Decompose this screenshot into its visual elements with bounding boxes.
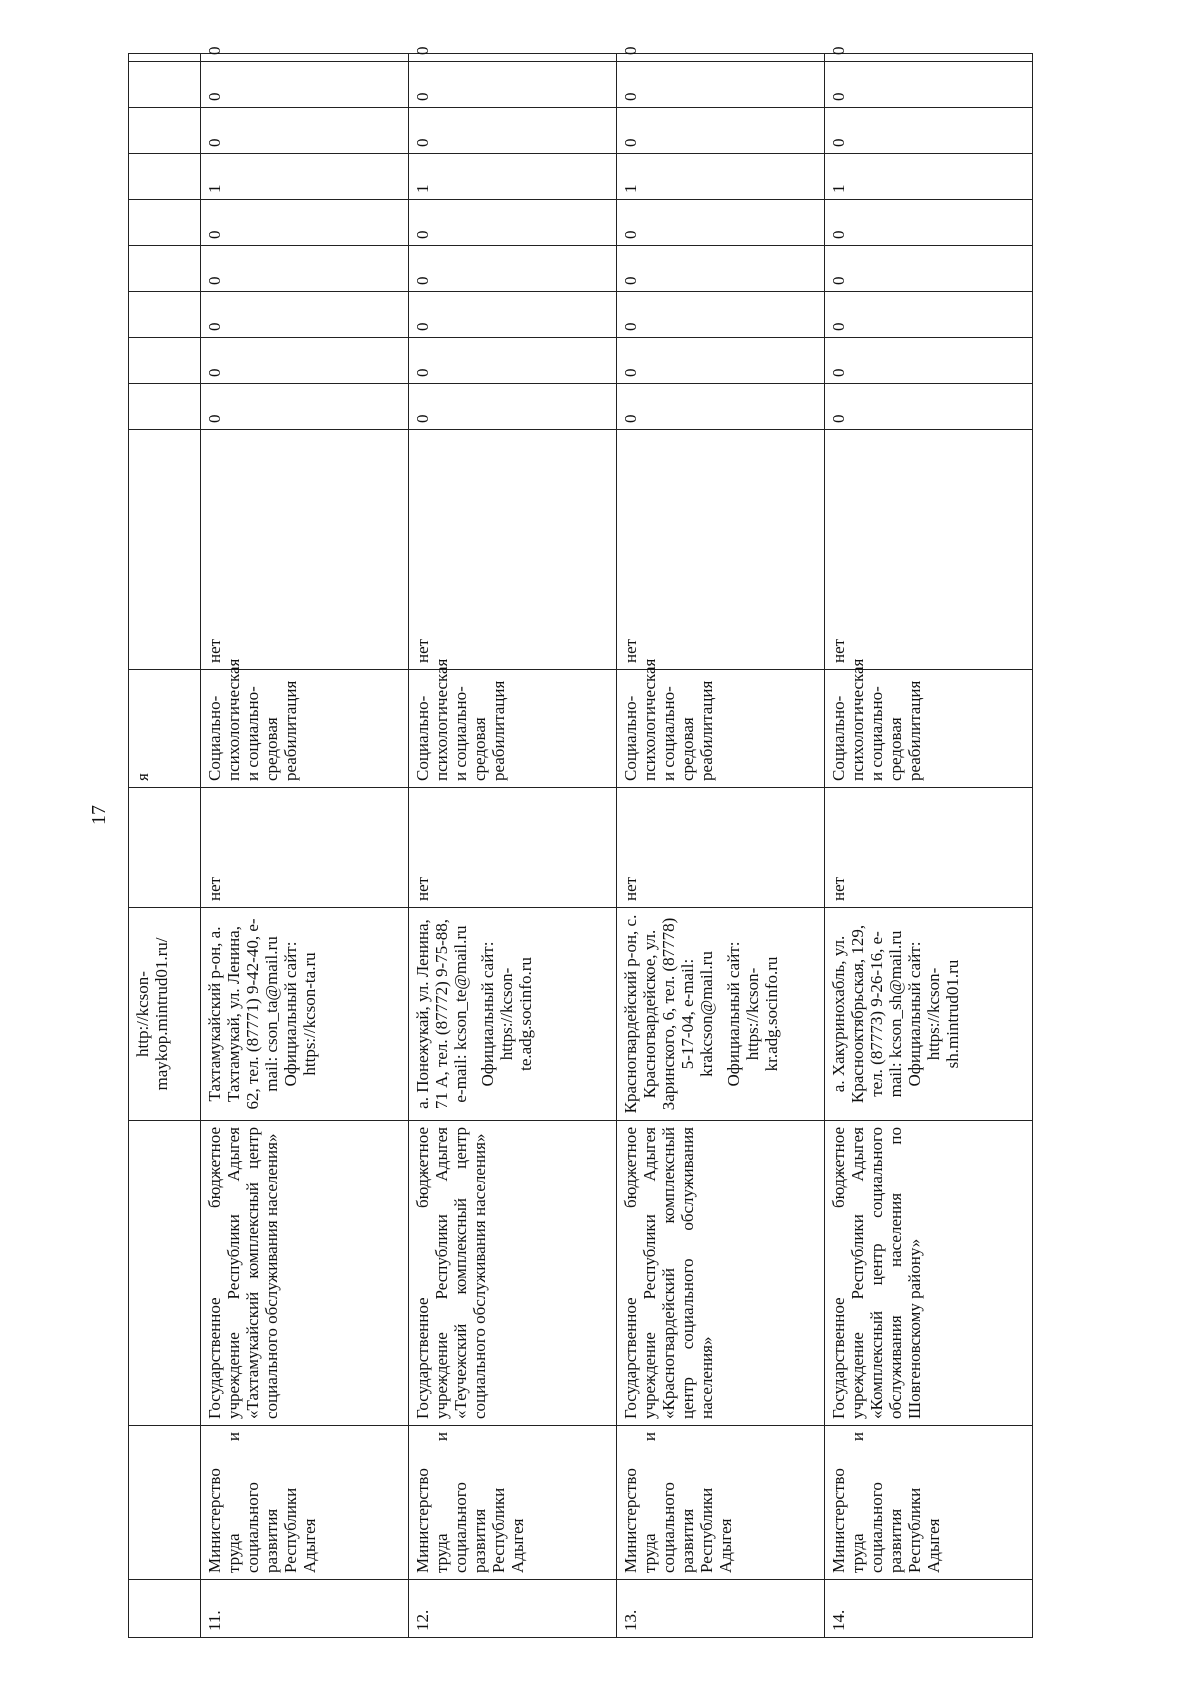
row-number: 12.	[409, 1580, 617, 1638]
table-row	[617, 54, 825, 1638]
value-cell: 0	[201, 292, 409, 338]
ministry-cell: Министерство труда и социального развития Республики Адыгея	[201, 1426, 409, 1580]
site-label: Официальный сайт:	[478, 941, 498, 1087]
col5-cell: нет	[409, 788, 617, 908]
table-row	[825, 54, 1033, 1638]
rehab-cell: Социально-психологическая и социально-средовая реабилитация	[409, 670, 617, 788]
page-number: 17	[88, 805, 110, 825]
value-cell: 0	[825, 54, 1033, 62]
rehab-cell: Социально-психологическая и социально-средовая реабилитация	[201, 670, 409, 788]
col7-cell: нет	[409, 430, 617, 670]
site-label: Официальный сайт:	[905, 941, 925, 1087]
contact-address: Тахтамукайский р-он, а. Тахтамукай, ул. Ленина, 62, тел. (87771) 9-42-40, e-mail: cson_ta@mail.ru	[205, 918, 282, 1110]
value-cell: 1	[617, 154, 825, 200]
contact-cell	[409, 908, 617, 1121]
table-row	[409, 54, 617, 1638]
value-cell: 0	[617, 338, 825, 384]
value-cell: 0	[409, 338, 617, 384]
value-cell: 0	[617, 62, 825, 108]
institution-cell: Государственное бюджетное учреждение Республики Адыгея «Тахтамукайский комплексный центр социального обслуживания населения»	[201, 1121, 409, 1426]
value-cell: 1	[409, 154, 617, 200]
value-cell: 0	[201, 54, 409, 62]
value-cell: 0	[409, 108, 617, 154]
value-cell: 0	[409, 384, 617, 430]
col5-cell: нет	[201, 788, 409, 908]
value-cell: 0	[617, 54, 825, 62]
contact-address: а. Понежукай, ул. Ленина, 71 А, тел. (87772) 9-75-88, e-mail: kcson_te@mail.ru	[413, 918, 471, 1110]
value-cell: 0	[409, 62, 617, 108]
value-cell: 0	[409, 292, 617, 338]
site-url: https://kcson-ta.ru	[300, 952, 320, 1076]
value-cell: 0	[201, 108, 409, 154]
value-cell: 0	[617, 200, 825, 246]
table-row	[201, 54, 409, 1638]
contact-address: а. Хакуринохабль, ул. Краснооктябрьская, 129, тел. (87773) 9-26-16, e-mail: kcson_sh@mail.ru	[829, 924, 906, 1104]
value-cell: 0	[617, 292, 825, 338]
services-table	[128, 46, 1033, 1638]
ministry-cell: Министерство труда и социального развития Республики Адыгея	[825, 1426, 1033, 1580]
value-cell: 0	[617, 384, 825, 430]
value-cell: 0	[409, 54, 617, 62]
table-header-row	[129, 54, 201, 1638]
value-cell: 0	[617, 246, 825, 292]
site-label: Официальный сайт:	[281, 941, 301, 1087]
value-cell: 0	[825, 246, 1033, 292]
value-cell: 0	[825, 108, 1033, 154]
row-number: 13.	[617, 1580, 825, 1638]
col7-cell: нет	[617, 430, 825, 670]
header-rehab-tail-cell: я	[129, 670, 201, 788]
ministry-cell: Министерство труда и социального развития Республики Адыгея	[617, 1426, 825, 1580]
col7-cell: нет	[825, 430, 1033, 670]
institution-cell: Государственное бюджетное учреждение Республики Адыгея «Красногвардейский комплексный центр социального обслуживания населения»	[617, 1121, 825, 1426]
header-site-cell: http://kcson-maykop.mintrud01.ru/	[129, 908, 201, 1121]
value-cell: 1	[201, 154, 409, 200]
value-cell: 0	[201, 246, 409, 292]
site-label: Официальный сайт:	[724, 941, 744, 1087]
value-cell: 1	[825, 154, 1033, 200]
col5-cell: нет	[617, 788, 825, 908]
institution-cell: Государственное бюджетное учреждение Республики Адыгея «Комплексный центр социального обслуживания населения по Шовгеновскому району»	[825, 1121, 1033, 1426]
col5-cell: нет	[825, 788, 1033, 908]
ministry-cell: Министерство труда и социального развития Республики Адыгея	[409, 1426, 617, 1580]
rehab-cell: Социально-психологическая и социально-средовая реабилитация	[617, 670, 825, 788]
value-cell: 0	[825, 384, 1033, 430]
contact-cell	[825, 908, 1033, 1121]
value-cell: 0	[825, 292, 1033, 338]
value-cell: 0	[617, 108, 825, 154]
rotated-table-container	[128, 46, 1032, 1638]
value-cell: 0	[201, 62, 409, 108]
contact-cell	[201, 908, 409, 1121]
institution-cell: Государственное бюджетное учреждение Республики Адыгея «Теучежский комплексный центр социального обслуживания населения»	[409, 1121, 617, 1426]
rehab-cell: Социально-психологическая и социально-средовая реабилитация	[825, 670, 1033, 788]
row-number: 14.	[825, 1580, 1033, 1638]
contact-address: Красногвардейский р-он, с. Красногвардейское, ул. Заринского, 6, тел. (87778) 5-17-04, e-mail: krakcson@mail.ru	[621, 914, 717, 1114]
value-cell: 0	[201, 200, 409, 246]
value-cell: 0	[825, 62, 1033, 108]
value-cell: 0	[409, 246, 617, 292]
contact-cell	[617, 908, 825, 1121]
site-url: https://kcson-kr.adg.socinfo.ru	[743, 956, 782, 1072]
row-number: 11.	[201, 1580, 409, 1638]
value-cell: 0	[409, 200, 617, 246]
site-url: https://kcson-te.adg.socinfo.ru	[497, 957, 536, 1071]
value-cell: 0	[201, 338, 409, 384]
value-cell: 0	[825, 338, 1033, 384]
value-cell: 0	[825, 200, 1033, 246]
value-cell: 0	[201, 384, 409, 430]
site-url: https://kcson-sh.mintrud01.ru	[924, 959, 963, 1069]
col7-cell: нет	[201, 430, 409, 670]
